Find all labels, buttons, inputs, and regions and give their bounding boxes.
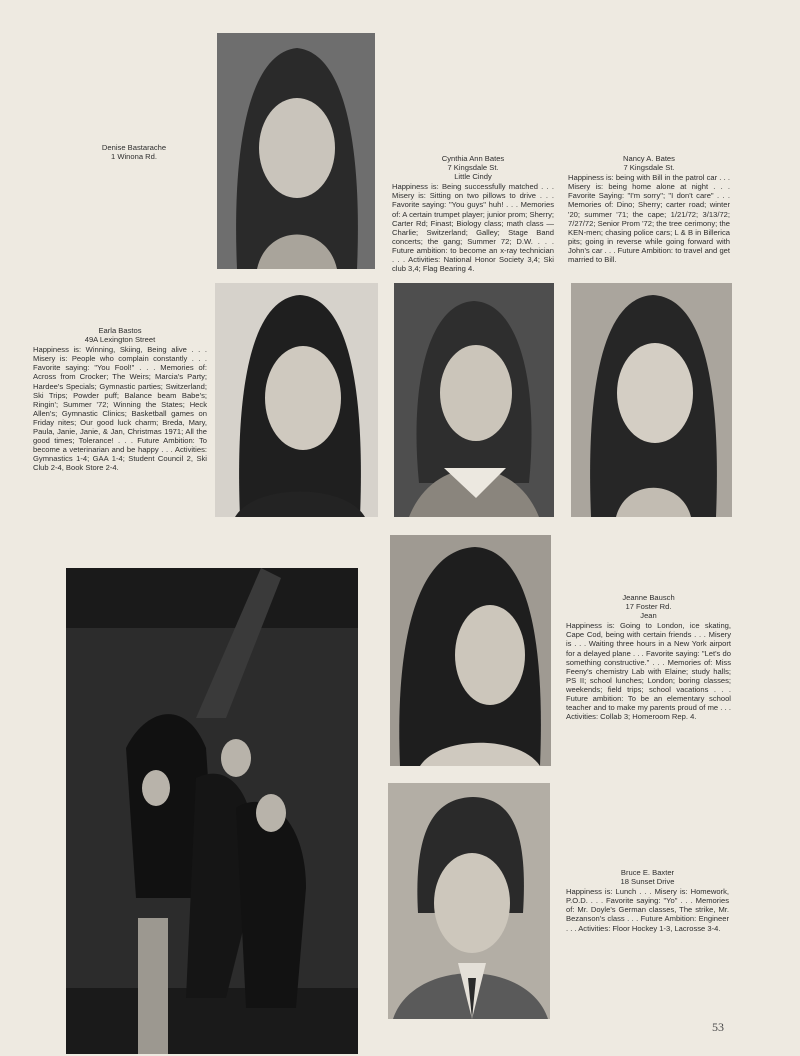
entry-bruce xyxy=(566,868,729,933)
portrait-icon xyxy=(571,283,732,517)
portrait-cynthia xyxy=(394,283,554,517)
student-address: 1 Winona Rd. xyxy=(110,152,157,162)
portrait-icon xyxy=(394,283,554,517)
student-name: Bruce E. Baxter xyxy=(620,868,675,877)
student-bio: Happiness is: Winning, Skiing, Being alive . . . Misery is: People who complain constantly . . . Favorite saying: "You Fool!" . . . Memories of: Across from Crocker; The Weirs; Marcia's Party; Hardee's Specials; Gymnastic parties; Switzerland; Ski Trips; Powder puff; Balance beam Babe's; Ringin'; Summer '72; Winning the States; Heck Allen's; Gymnastic Clinics; Basketball games on Friday nites; Our good luck charm; Breda, Mary, Paula, Janie, Janie, & Jan, Christmas 1971; All the good times; Tolerance! . . . Future Ambition: To become a veterinarian and be happy . . . Activities: Gymnastics 1-4; GAA 1-4; Student Council 2, Ski Club 2-4, Book Store 2-4. xyxy=(33,345,207,473)
student-name: Denise Bastarache xyxy=(101,143,167,152)
student-bio: Happiness is: Lunch . . . Misery is: Homework, P.O.D. . . . Favorite saying: "Yo" . . . Memories of: Mr. Doyle's German classes, The strike, Mr. Bezanson's class . . . Future Ambition: Engineer . . . Activities: Floor Hockey 1-3, Lacrosse 3-4. xyxy=(566,887,729,933)
gymnastics-photo xyxy=(66,568,358,1054)
portrait-nancy xyxy=(571,283,732,517)
entry-denise xyxy=(60,143,208,161)
entry-nancy xyxy=(568,154,730,264)
portrait-denise xyxy=(217,33,375,269)
student-name: Nancy A. Bates xyxy=(623,154,675,163)
student-nickname: Jean xyxy=(640,611,657,621)
page-number: 53 xyxy=(712,1020,724,1034)
student-bio: Happiness is: Going to London, ice skating, Cape Cod, being with certain friends . . . Misery is . . . Waiting three hours in a New York airport for a delayed plane . . . Favorite saying: "Let's do something constructive." . . . Memories of: Miss Feeny's chemistry Lab with Elaine; study halls; PS II; school lunches; London; boring classes; weekends; field trips; school vacations . . . Future ambition: To be an elementary school teacher and to make my parents proud of me . . . Activities: Collab 3; Homeroom Rep. 4. xyxy=(566,621,731,722)
portrait-icon xyxy=(390,535,551,766)
student-name: Earla Bastos xyxy=(98,326,142,335)
student-address: 49A Lexington Street xyxy=(84,335,156,345)
portrait-icon xyxy=(217,33,375,269)
student-nickname: Little Cindy xyxy=(454,172,492,182)
student-address: 18 Sunset Drive xyxy=(620,877,675,887)
student-name: Cynthia Ann Bates xyxy=(441,154,505,163)
portrait-icon xyxy=(388,783,550,1019)
student-address: 7 Kingsdale St. xyxy=(623,163,675,173)
portrait-earla xyxy=(215,283,378,517)
portrait-jeanne xyxy=(390,535,551,766)
gymnastics-icon xyxy=(66,568,358,1054)
student-address: 7 Kingsdale St. xyxy=(447,163,499,173)
student-bio: Happiness is: being with Bill in the patrol car . . . Misery is: being home alone at night . . . Favorite Saying: "I'm sorry"; "I don't care" . . . Memories of: Dino; Sherry; carter road; winter '20; summer '71; the cape; 1/21/72; 3/13/72; 7/27/72; Senior Prom '72; the tree cerimony; the KEN-men; chasing police cars; L & B in Billerica pits; going in reverse while going forward with John's car . . . Future Ambition: to travel and get married to Bill. xyxy=(568,173,730,265)
portrait-icon xyxy=(215,283,378,517)
student-name: Jeanne Bausch xyxy=(622,593,675,602)
student-bio: Happiness is: Being successfully matched . . . Misery is: Sitting on two pillows to drive . . . Favorite saying: "You guys" huh! . . . Memories of: A certain trumpet player; junior prom; Sherry; Carter Rd; Finast; Biology class; math class — Charlie; Switzerland; Galley; Stage Band concerts; the gang; Summer 72; D.W. . . . Future ambition: to become an x-ray technician . . . Activities: National Honor Society 3,4; Ski club 3,4; Flag Bearing 4. xyxy=(392,182,554,274)
entry-earla xyxy=(33,326,207,473)
student-address: 17 Foster Rd. xyxy=(625,602,672,612)
entry-jeanne xyxy=(566,593,731,721)
portrait-bruce xyxy=(388,783,550,1019)
entry-cynthia xyxy=(392,154,554,273)
